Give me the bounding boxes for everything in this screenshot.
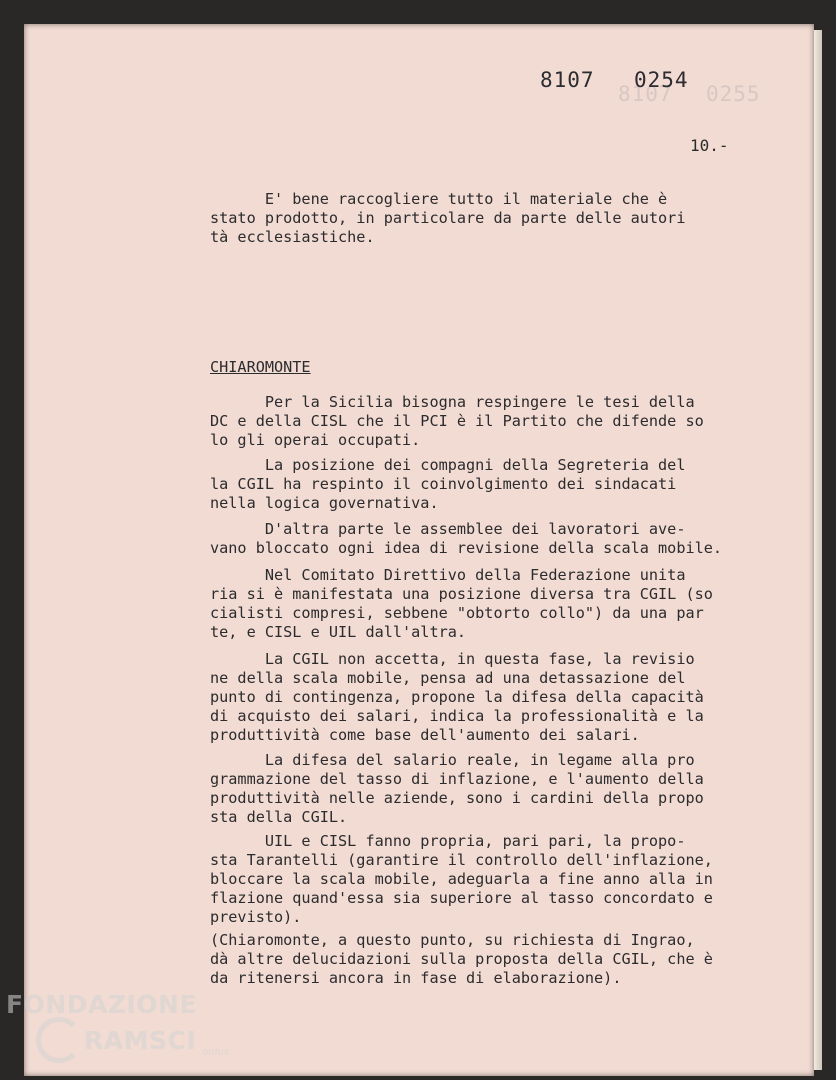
section-heading: CHIAROMONTE [210,358,311,376]
archive-number-right: 0254 [634,68,689,92]
paragraph-1: Per la Sicilia bisogna respingere le tesi della DC e della CISL che il PCI è il Partito che difende so lo gli operai occupati. [210,393,704,449]
paragraph-5: La CGIL non accetta, in questa fase, la revisio ne della scala mobile, pensa ad una detassazione del punto di contingenza, propone la difesa della capacità di acquisto dei salari, indica la professionalità e la produttività come base dell'aumento dei salari. [210,650,704,744]
paragraph-3: D'altra parte le assemblee dei lavoratori ave- vano bloccato ogni idea di revisione della scala mobile. [210,520,723,557]
g-logo-icon [36,1017,82,1063]
watermark-line2: RAMSCI [84,1025,197,1055]
paragraph-2: La posizione dei compagni della Segreteria del la CGIL ha respinto il coinvolgimento dei sindacati nella logica governativa. [210,456,686,512]
intro-paragraph: E' bene raccogliere tutto il materiale che è stato prodotto, in particolare da parte delle autori tà ecclesiastiche. [210,190,686,246]
watermark-row [6,1017,229,1063]
paragraph-4: Nel Comitato Direttivo della Federazione unita ria si è manifestata una posizione diversa tra CGIL (so cialisti compresi, sebbene "obtorto collo") da una par te, e CISL e UIL dall'altra. [210,566,713,641]
bleed-through-number-left: 8107 [618,82,673,106]
paragraph-7: UIL e CISL fanno propria, pari pari, la propo- sta Tarantelli (garantire il controllo dell'inflazione, bloccare la scala mobile, adeguarla a fine anno alla in flazione quand'essa sia superiore al tasso concordato e previsto). [210,832,713,926]
paragraph-8: (Chiaromonte, a questo punto, su richiesta di Ingrao, dà altre delucidazioni sulla proposta della CGIL, che è da ritenersi ancora in fase di elaborazione). [210,931,713,987]
paragraph-6: La difesa del salario reale, in legame alla pro grammazione del tasso di inflazione, e l'aumento della produttività nelle aziende, sono i cardini della propo sta della CGIL. [210,751,704,826]
archive-number-left: 8107 [540,68,595,92]
watermark-logo [6,990,229,1063]
watermark-line1: FONDAZIONE [6,990,198,1019]
bleed-through-number-right: 0255 [706,82,761,106]
page-number: 10.- [690,136,729,155]
watermark-small: onlus [202,1046,229,1058]
